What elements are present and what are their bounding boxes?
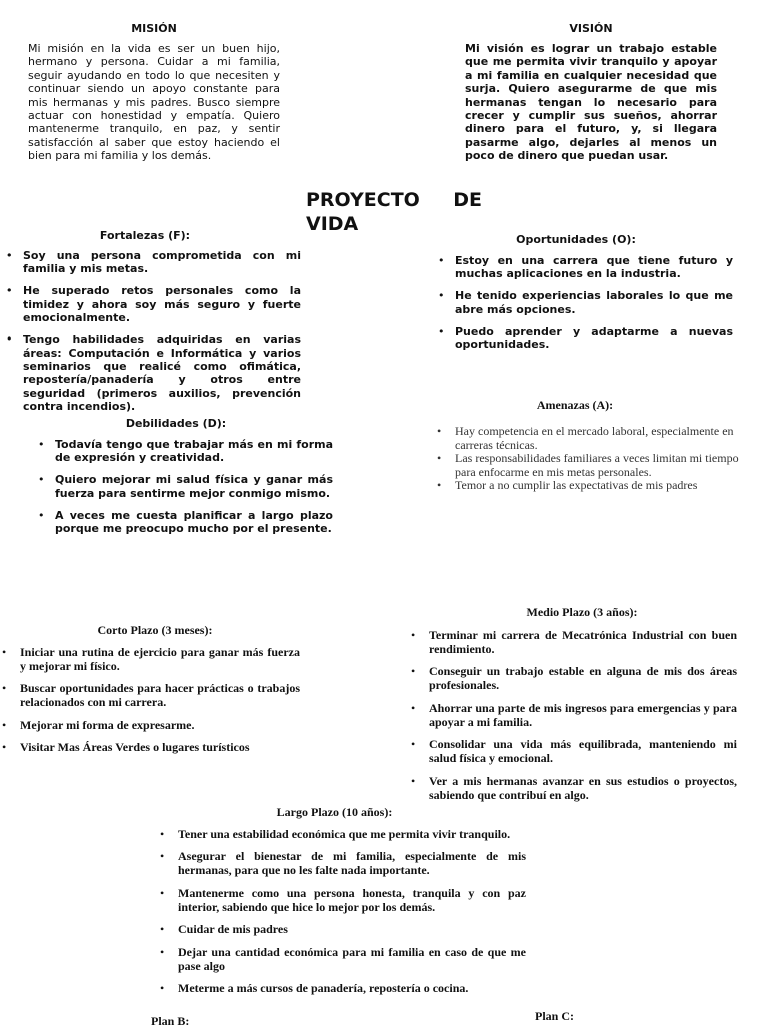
- main-title-box: [306, 188, 486, 235]
- list-item: • Tengo habilidades adquiridas en varias áreas: Computación e Informática y varios seminarios que realicé como ofimática, repostería/panadería y otros entre seguridad (primeros auxilios, prevención contra incendios).: [23, 333, 301, 413]
- list-item: • He tenido experiencias laborales lo que me abre más opciones.: [455, 289, 733, 316]
- list-item: • Asegurar el bienestar de mi familia, especialmente de mis hermanas, para que no les falte nada importante.: [178, 849, 526, 877]
- list-item: • Tener una estabilidad económica que me permita vivir tranquilo.: [178, 827, 526, 841]
- debilidades-title: Debilidades (D):: [125, 417, 227, 430]
- fortalezas-title: Fortalezas (F):: [99, 229, 191, 242]
- list-item: • Quiero mejorar mi salud física y ganar más fuerza para sentirme mejor conmigo mismo.: [55, 473, 333, 500]
- mision-text: Mi misión en la vida es ser un buen hijo, hermano y persona. Cuidar a mi familia, seguir ayudando en todo lo que necesiten y continuar siendo un apoyo constante para mis hermanas y mis padres. Busco siempre actuar con honestidad y empatía. Quiero mantenerme tranquilo, en paz, y sentir satisfacción al saber que estoy haciendo el bien para mi familia y los demás.: [28, 42, 280, 163]
- amenazas-title: Amenazas (A):: [536, 398, 614, 412]
- list-item: • Consolidar una vida más equilibrada, manteniendo mi salud física y emocional.: [429, 737, 737, 765]
- list-item: • Todavía tengo que trabajar más en mi forma de expresión y creatividad.: [55, 438, 333, 465]
- list-item: • Mantenerme como una persona honesta, tranquila y con paz interior, sabiendo que hice lo mejor por los demás.: [178, 886, 526, 914]
- oportunidades-list: [455, 254, 733, 360]
- medio-plazo-list: [429, 628, 737, 810]
- plan-b-title: Plan B:: [151, 1014, 190, 1028]
- plan-c-title: Plan C:: [535, 1009, 574, 1023]
- fortalezas-box: [23, 249, 301, 414]
- bullet-icon: •: [6, 249, 13, 262]
- vision-text: Mi visión es lograr un trabajo estable que me permita vivir tranquilo y apoyar a mi familia en cualquier necesidad que surja. Quiero asegurarme de que mis hermanas tengan lo necesario para crecer y cumplir sus sueños, ahorrar dinero para el futuro, y, si llegara pasarme algo, dejarles al menos un poco de dinero que puedan usar.: [465, 42, 717, 163]
- bullet-icon: •: [6, 284, 13, 297]
- list-item: • A veces me cuesta planificar a largo plazo porque me preocupo mucho por el presente.: [55, 509, 333, 536]
- vision-title: VISIÓN: [569, 22, 613, 35]
- list-item: • Buscar oportunidades para hacer prácticas o trabajos relacionados con mi carrera.: [20, 681, 300, 709]
- main-title: PROYECTO DE VIDA: [306, 189, 482, 235]
- list-item: • Visitar Mas Áreas Verdes o lugares turísticos: [20, 740, 300, 754]
- list-item: • Las responsabilidades familiares a veces limitan mi tiempo para enfocarme en mis metas personales.: [455, 452, 745, 479]
- corto-plazo-list: [20, 645, 300, 763]
- list-item: • Ver a mis hermanas avanzar en sus estudios o proyectos, sabiendo que contribuí en algo.: [429, 774, 737, 802]
- medio-plazo-title: Medio Plazo (3 años):: [526, 605, 638, 619]
- list-item: • Cuidar de mis padres: [178, 922, 526, 936]
- list-item: • Hay competencia en el mercado laboral, especialmente en carreras técnicas.: [455, 425, 745, 452]
- corto-plazo-title: Corto Plazo (3 meses):: [97, 623, 213, 637]
- list-item: • Estoy en una carrera que tiene futuro y muchas aplicaciones en la industria.: [455, 254, 733, 281]
- list-item: • Soy una persona comprometida con mi familia y mis metas.: [23, 249, 301, 276]
- bullet-icon: •: [6, 332, 13, 345]
- list-item: • Mejorar mi forma de expresarme.: [20, 718, 300, 732]
- list-item: • Dejar una cantidad económica para mi familia en caso de que me pase algo: [178, 945, 526, 973]
- mision-title: MISIÓN: [131, 22, 177, 35]
- list-item: • Puedo aprender y adaptarme a nuevas oportunidades.: [455, 325, 733, 352]
- list-item: • Meterme a más cursos de panadería, repostería o cocina.: [178, 981, 526, 995]
- debilidades-list: [55, 438, 333, 544]
- largo-plazo-list: [178, 827, 526, 1003]
- fortalezas-list: [23, 249, 301, 414]
- list-item: • Ahorrar una parte de mis ingresos para emergencias y para apoyar a mi familia.: [429, 701, 737, 729]
- oportunidades-title: Oportunidades (O):: [516, 233, 636, 246]
- list-item: • Conseguir un trabajo estable en alguna de mis dos áreas profesionales.: [429, 664, 737, 692]
- list-item: • Terminar mi carrera de Mecatrónica Industrial con buen rendimiento.: [429, 628, 737, 656]
- largo-plazo-title: Largo Plazo (10 años):: [276, 805, 393, 819]
- amenazas-list: [455, 425, 745, 493]
- list-item: • Iniciar una rutina de ejercicio para ganar más fuerza y mejorar mi físico.: [20, 645, 300, 673]
- list-item: • He superado retos personales como la timidez y ahora soy más seguro y fuerte emocionalmente.: [23, 284, 301, 324]
- list-item: • Temor a no cumplir las expectativas de mis padres: [455, 479, 745, 493]
